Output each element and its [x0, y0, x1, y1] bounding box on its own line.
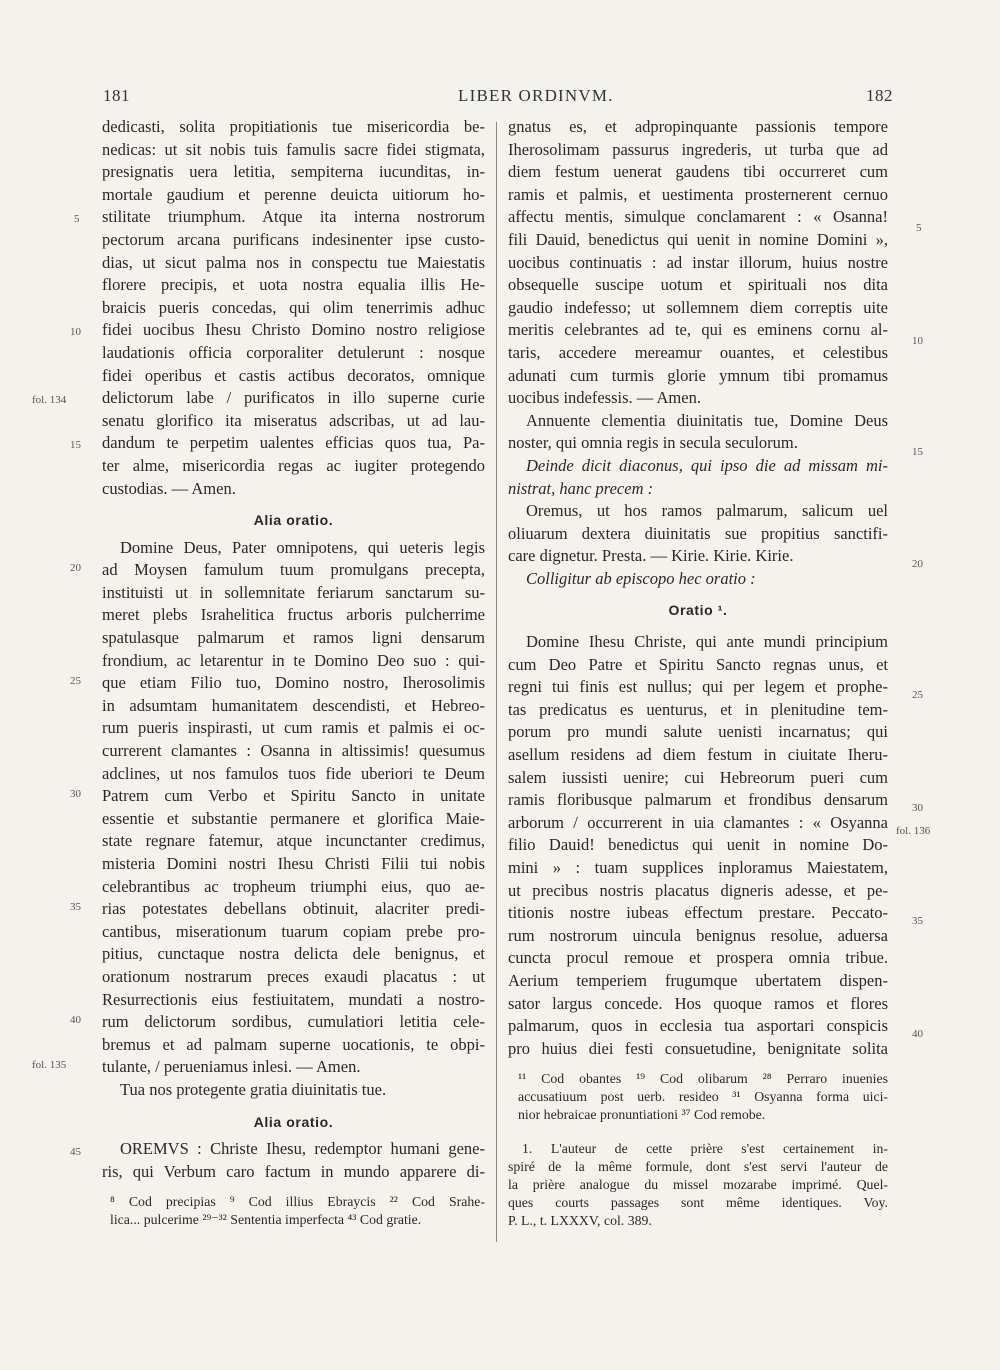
text-line: uocibus indefessis. — Amen. [508, 388, 701, 408]
text-line: meret plebs Israhelitica fructus arboris pulcherrime [102, 605, 485, 625]
text-line: uocibus continuatis : ad instar illorum, huius nostre [508, 252, 888, 272]
running-title: LIBER ORDINVM. [458, 86, 614, 105]
note-line: la prière analogue du missel mozarabe imprimé. Quel- [508, 1177, 888, 1193]
text-line: mortale gaudium et perenne deuicta uitiorum ho- [102, 184, 485, 204]
line-number: 30 [70, 788, 81, 800]
text-line: Aerium temperiem frugumque ubertatem dispen- [508, 970, 888, 990]
line-number: 40 [70, 1014, 81, 1026]
text-line: pectorum arcana purificans indesinenter ipse custo- [102, 229, 485, 249]
line-number: 20 [912, 558, 923, 570]
spacer [102, 1102, 485, 1111]
text-line: braicis pueris concedas, qui olim tenerrimis adhuc [102, 297, 485, 317]
right-para-4 [508, 631, 888, 1060]
text-line: salem iussisti uenire; cui Hebreorum pueri cum [508, 767, 888, 787]
text-line: affectu mentis, simulque conclamarent : « Osanna! [508, 207, 888, 227]
text-line: essentie et substantie permanere et glorifica Maie- [102, 808, 485, 828]
text-line: asellum residens ad diem festum in ciuitate Iheru- [508, 745, 888, 765]
text-line: porum pro mundi salute uenisti incarnatus; qui [508, 722, 888, 742]
line-number: 10 [70, 326, 81, 338]
text-line: Iherosolimam passurus ingrederis, ut turba que ad [508, 139, 888, 159]
text-line: laudationis officia corporaliter detulerunt : nosque [102, 342, 485, 362]
text-line: rias potestates debellans obtinuit, alacriter predi- [102, 899, 485, 919]
text-line: care dignetur. Presta. — Kirie. Kirie. Kirie. [508, 546, 794, 566]
text-line: fidei uocibus Ihesu Christo Domino nostro religiose [102, 320, 485, 340]
spacer [102, 500, 485, 509]
footnote-line: ⁸ Cod precipias ⁹ Cod illius Ebraycis ²² Cod Srahe- [110, 1194, 485, 1210]
footnote-line: lica... pulcerime ²⁹⁻³² Sententia imperfecta ⁴³ Cod gratie. [110, 1212, 422, 1228]
text-line: Oremus, ut hos ramos palmarum, salicum uel [526, 501, 888, 521]
right-para-3 [508, 500, 888, 568]
text-line: cantibus, miserationum tuarum copiam prebe pro- [102, 921, 485, 941]
line-number: 5 [916, 222, 922, 234]
text-line: ramis et palmis, et uestimenta prosternerent cernuo [508, 184, 888, 204]
text-line: dias, ut sicut palma nos in conspectu tue Maiestatis [102, 252, 485, 272]
column-divider [496, 122, 497, 1242]
text-line: ut precibus nostris placatus digneris adesse, et pe- [508, 880, 888, 900]
footnote-line: nior hebraicae pronuntiationi ³⁷ Cod remobe. [518, 1107, 766, 1123]
text-line: in adsumtam humanitatem descendisti, et Hebreo- [102, 695, 485, 715]
right-para-2 [508, 410, 888, 455]
text-line: gaudio indefesso; ut sollemnem diem correptis uite [508, 297, 888, 317]
line-number: 15 [912, 446, 923, 458]
text-line: nistrat, hanc precem : [508, 478, 654, 498]
text-line: orationum nostrarum preces exaudi placatus : ut [102, 966, 485, 986]
text-line: Domine Ihesu Christe, qui ante mundi principium [526, 632, 888, 652]
text-line: adclines, ut nos famulos tuos fide uberiori te Deum [102, 763, 485, 783]
text-line: pitius, cunctaque nostra delicta dele benignus, et [102, 944, 485, 964]
text-line: diem festum uenerat gaudens tibi occurreret cum [508, 162, 888, 182]
folio-marker: fol. 134 [32, 394, 67, 406]
line-number: 5 [74, 213, 80, 225]
text-line: spatulasque palmarum et ramos ligni densarum [102, 628, 485, 648]
text-line: presignatis uera letitia, sempiterna iucunditas, in- [102, 162, 485, 182]
text-line: delictorum labe / purificatos in illo superne curie [102, 388, 485, 408]
section-heading: Alia oratio. [253, 512, 334, 529]
line-number: 20 [70, 562, 81, 574]
text-line: cum Deo Patre et Spiritu Sancto regnas unus, et [508, 654, 888, 674]
left-para-3 [102, 1138, 485, 1183]
text-line: dandum te perpetim ualentes efficias quos tua, Pa- [102, 433, 485, 453]
text-line: rum pueris inspirasti, ut cum ramis et palmis ei oc- [102, 718, 485, 738]
line-number: 25 [70, 675, 81, 687]
spacer [508, 590, 888, 599]
line-number: 10 [912, 335, 923, 347]
text-line: que etiam Filio tuo, Domino nostro, Iherosolimis [102, 673, 485, 693]
text-line: gnatus es, et adpropinquante passionis tempore [508, 117, 888, 136]
footnote-line: accusatiuum post uerb. resideo ³¹ Osyanna forma uici- [518, 1089, 888, 1105]
text-line: fili Dauid, benedictus qui uenit in nomine Domini », [508, 229, 888, 249]
folio-marker: fol. 135 [32, 1059, 67, 1071]
text-line: custodias. — Amen. [102, 478, 236, 498]
text-line: Patrem cum Verbo et Spiritu Sancto in unitate [102, 786, 485, 806]
spacer [508, 1060, 888, 1070]
right-page-number: 182 [866, 86, 893, 105]
text-line: tas predicatus es uenturus, et in plenitudine tem- [508, 699, 888, 719]
note-line: ques courts passages sont même identiques. Voy. [508, 1195, 888, 1211]
text-line: ramis floribusque palmarum et frondibus densarum [508, 790, 888, 810]
spacer [508, 622, 888, 631]
text-line: sator largus concede. Hos quoque ramos et flores [508, 993, 888, 1013]
section-heading: Alia oratio. [253, 1113, 334, 1130]
text-line: currerent clamantes : Osanna in altissimis! quesumus [102, 741, 485, 761]
text-line: misteria Domini nostri Ihesu Christi Filii tui nobis [102, 854, 485, 873]
editor-note [508, 1140, 888, 1230]
text-line: Resurrectionis eius festiuitatem, mundati a nostro- [102, 989, 485, 1009]
left-page-number: 181 [103, 86, 130, 105]
line-number: 30 [912, 802, 923, 814]
folio-marker: fol. 136 [896, 825, 931, 837]
text-line: Tua nos protegente gratia diuinitatis tue. [120, 1079, 387, 1099]
text-line: filio Dauid! benedictus qui uenit in nomine Do- [508, 835, 888, 855]
text-line: regni tui finis est nullus; qui per legem et prophe- [508, 677, 888, 697]
text-line: taris, accedere mereamur ouantes, et celestibus [508, 342, 888, 362]
text-line: Deinde dicit diaconus, qui ipso die ad missam mi- [526, 455, 888, 475]
text-line: titionis nostre iubeas effectum prestare. Peccato- [508, 903, 888, 923]
section-heading: Oratio ¹. [668, 602, 728, 619]
text-line: dedicasti, solita propitiationis tue misericordia be- [102, 117, 485, 136]
line-number: 25 [912, 689, 923, 701]
spacer [508, 1124, 888, 1140]
text-line: adunati cum turmis glorie ymnum tibi promamus [508, 365, 888, 385]
text-line: senatu glorifico ita miseratus adscribas, ut ad lau- [102, 410, 485, 430]
left-para-2 [102, 537, 485, 1102]
text-line: celebrantibus ac tropheum triumphi eius, quo ae- [102, 876, 485, 896]
text-line: ter alme, misericordia regas ac iugiter protegendo [102, 455, 485, 475]
text-line: arborum / occurrerent in uia clamantes : « Osyanna [508, 812, 888, 832]
text-line: Domine Deus, Pater omnipotens, qui ueteris legis [120, 537, 485, 557]
text-line: florere precipis, et uota nostra equalia illis He- [102, 275, 485, 295]
text-line: frondium, ac letarentur in te Domino Deo suo : qui- [102, 650, 485, 670]
rubric: Colligitur ab episcopo hec oratio : [526, 568, 756, 588]
text-line: rum nostrorum uincula benignus resolue, aduersa [508, 925, 888, 945]
rubric [508, 455, 888, 500]
note-line: spiré de la même formule, dont s'est servi l'auteur de [508, 1159, 888, 1175]
text-line: Annuente clementia diuinitatis tue, Domine Deus [526, 410, 888, 430]
text-line: rum delictorum sordibus, cumulatiori letitia cele- [102, 1012, 485, 1032]
left-para-1 [102, 116, 485, 500]
note-line: P. L., t. LXXXV, col. 389. [508, 1213, 652, 1229]
right-column [508, 116, 888, 1230]
footnote-line: ¹¹ Cod obantes ¹⁹ Cod olibarum ²⁸ Perraro inuenies [518, 1071, 888, 1087]
line-number: 35 [912, 915, 923, 927]
text-line: ad Moysen famulum tuum promulgans precepta, [102, 560, 485, 580]
text-line: stilitate triumphum. Atque ita interna nostrorum [102, 207, 485, 227]
text-line: oliuarum dextera diuinitatis sue propitius sanctifi- [508, 523, 888, 543]
text-line: OREMVS : Christe Ihesu, redemptor humani gene- [120, 1139, 485, 1159]
line-number: 35 [70, 901, 81, 913]
text-line: state regnare fatemur, atque incunctanter credimus, [102, 831, 485, 851]
spacer [102, 1183, 485, 1193]
text-line: instituisti ut in sollemnitate feriarum sanctarum su- [102, 582, 485, 602]
text-line: bremus et ad palmam superne uocationis, te obpi- [102, 1034, 485, 1054]
text-line: pro huius diei festi consuetudine, benignitate solita [508, 1038, 888, 1058]
text-line: nedicas: ut sit nobis tuis famulis sacre fidei stigmata, [102, 139, 485, 159]
text-line: palmarum, quos in ecclesia tua asportari conspicis [508, 1016, 888, 1036]
left-column [102, 116, 485, 1229]
line-number: 45 [70, 1146, 81, 1158]
text-line: tulante, / perueniamus inlesi. — Amen. [102, 1057, 361, 1077]
text-line: cuncta procul remoue et prospera omnia tribue. [508, 948, 888, 968]
line-number: 40 [912, 1028, 923, 1040]
line-number: 15 [70, 439, 81, 451]
text-line: obsequelle suscipe uotum et spirituali nos dita [508, 275, 888, 295]
note-line: 1. L'auteur de cette prière s'est certainement in- [522, 1141, 888, 1157]
right-para-1 [508, 116, 888, 410]
left-footnotes [102, 1193, 485, 1229]
text-line: mini » : tuam supplices inploramus Maiestatem, [508, 858, 888, 877]
text-line: noster, qui omnia regis in secula seculorum. [508, 433, 798, 453]
right-footnotes [508, 1070, 888, 1124]
text-line: ris, qui Verbum caro factum in mundo apparere di- [102, 1161, 485, 1181]
text-line: fidei operibus et castis actibus decoratos, omnique [102, 365, 485, 385]
text-line: meritis celebrantes ad te, qui es eminens cornu al- [508, 320, 888, 340]
